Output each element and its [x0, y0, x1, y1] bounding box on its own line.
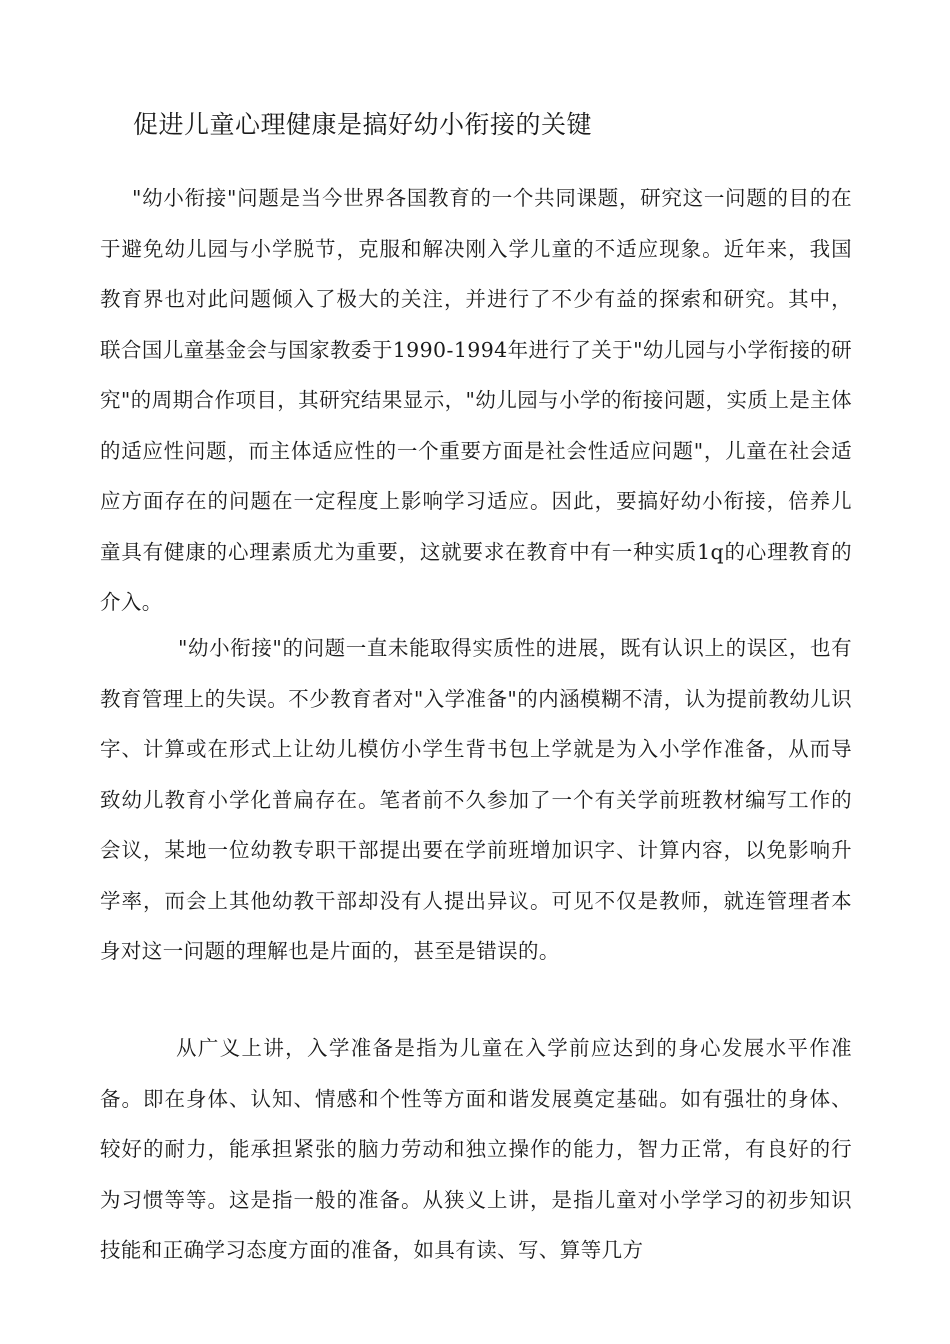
paragraph-2: "幼小衔接"的问题一直未能取得实质性的进展，既有认识上的误区，也有教育管理上的失误。不少教育者对"入学准备"的内涵模糊不清，认为提前教幼儿识字、计算或在形式上让幼儿模仿小学生背书包上学就是为入小学作准备，从而导致幼儿教育小学化普扁存在。笔者前不久参加了一个有关学前班教材编写工作的会议，某地一位幼教专职干部提出要在学前班增加识字、计算内容，以免影响升学率，而会上其他幼教干部却没有人提出异议。可见不仅是教师，就连管理者本身对这一问题的理解也是片面的，甚至是错误的。 [100, 636, 852, 963]
paragraph-1: "幼小衔接"问题是当今世界各国教育的一个共同课题，研究这一问题的目的在于避免幼儿园与小学脱节，克服和解决刚入学儿童的不适应现象。近年来，我国教育界也对此问题倾入了极大的关注，并进行了不少有益的探索和研究。其中，联合国儿童基金会与国家教委于1990-1994年进行了关于"幼儿园与小学衔接的研究"的周期合作项目，其研究结果显示，"幼儿园与小学的衔接问题，实质上是主体的适应性问题，而主体适应性的一个重要方面是社会性适应问题"，儿童在社会适应方面存在的问题在一定程度上影响学习适应。因此，要搞好幼小衔接，倍养儿童具有健康的心理素质尤为重要，这就要求在教育中有一种实质1q的心理教育的介入。 [100, 186, 852, 614]
paragraph-3: 从广义上讲，入学准备是指为儿童在入学前应达到的身心发展水平作准备。即在身体、认知、情感和个性等方面和谐发展奠定基础。如有强壮的身体、较好的耐力，能承担紧张的脑力劳动和独立操作的能力，智力正常，有良好的行为习惯等等。这是指一般的准备。从狭义上讲，是指儿童对小学学习的初步知识技能和正确学习态度方面的准备，如具有读、写、算等几方 [100, 1036, 852, 1262]
document-title: 促进儿童心理健康是搞好幼小衔接的关键 [133, 110, 593, 139]
